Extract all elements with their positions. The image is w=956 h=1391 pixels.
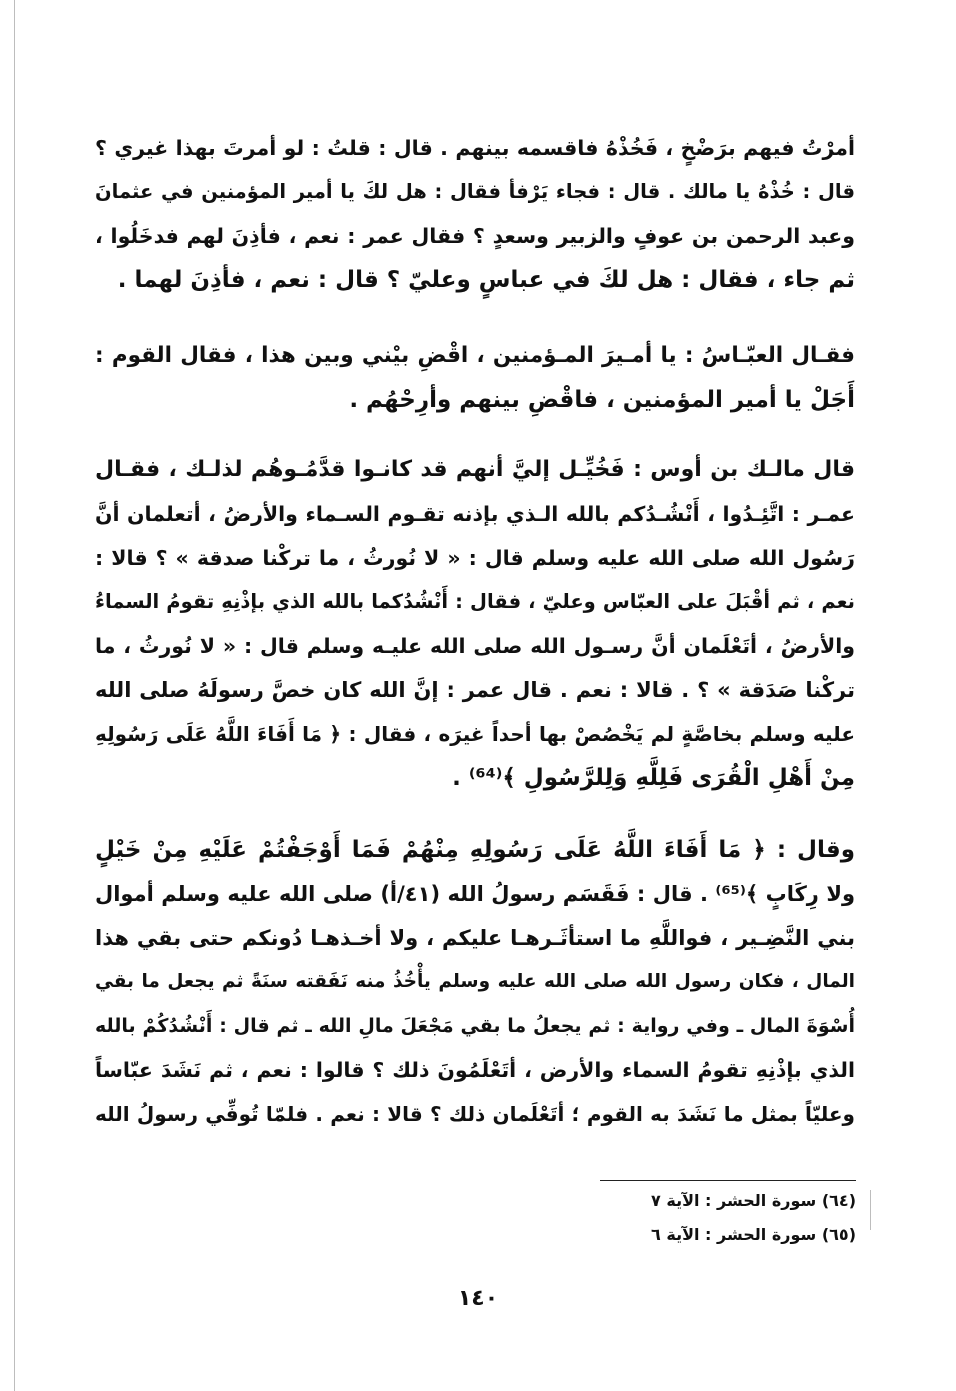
text-line: نعم ، ثم أقْبَلَ على العبّاس وعليّ ، فقال : أَنْشُدُكما بالله الذي بإذْنِهِ تقومُ السماءُ — [95, 590, 855, 613]
text-line: قال مالـك بن أوس : فَخُيِّـل إليَّ أنهم قد كانـوا قدَّمُـوهُم لذلـك ، فقـال — [95, 457, 855, 482]
text-line: الذي بإذْنِهِ تقومُ السماء والأرض ، أتَعْلَمُونَ ذلك ؟ قالوا : نعم ، ثم نَشَدَ عبّاساً — [95, 1058, 855, 1082]
text-line: وعليّاً بمثل ما نَشَدَ به القوم ؛ أتَعْلَمان ذلك ؟ قالا : نعم . فلمّا تُوفِّي رسولُ الله — [95, 1102, 855, 1126]
text-line: وعبد الرحمن بن عوفٍ والزبير وسعدٍ ؟ فقال عمر : نعم ، فأذِنَ لهم فدخَلُوا ، — [95, 224, 855, 248]
text-line: أُسْوَةَ المال ـ وفي رواية : ثم يجعلُ ما بقي مَجْعَلَ مالِ الله ـ ثم قال : أَنْشُدُكُمْ بالله — [95, 1015, 855, 1037]
text-line: رَسُول الله صلى الله عليه وسلم قال : « لا نُورثُ ، ما تركْنا صدقة » ؟ قالا : — [95, 546, 855, 570]
text-line: والأرضُ ، أتَعْلَمان أنَّ رسـول الله صلى الله عليـه وسلم قال : « لا نُورثُ ، ما — [95, 634, 855, 658]
text-line: فقـال العبّـاسُ : يا أمـيرَ المـؤمنين ، اقْضِ بيْني وبين هذا ، فقال القوم : — [95, 343, 855, 368]
text-line: بني النَّضِـير ، فواللَّهِ ما استأثَـرهـا عليكم ، ولا أخـذهـا دُونكم حتى بقي هذا — [95, 926, 855, 950]
text-line: المال ، فكان رسول الله صلى الله عليه وسلم يأْخُذُ منه نَفَقته سنَةً ثم يجعل ما بقي — [95, 971, 855, 992]
text-line: تركْنا صَدَقة » ؟ . قالا : نعم . قال عمر : إنَّ الله كان خصَّ رسولَهُ صلى الله — [95, 678, 855, 702]
paragraph-4 — [95, 828, 855, 1136]
text-line: عليه وسلم بخاصَّةٍ لم يَخْصُصْ بها أحداً غيرَه ، فقال : ﴿ مَا أَفَاءَ اللَّهُ عَلَى رَسُولِهِ — [95, 722, 855, 746]
text-line: أمرْتُ فيهم برَضْخٍ ، فَخُذْهُ فاقسمه بينهم . قال : قلتُ : لو أمرتَ بهذا غيري ؟ — [95, 136, 855, 160]
text-line: ولا رِكَابٍ ﴾⁽⁶⁵⁾ . قال : فَقَسَم رسولُ الله (٤١/أ) صلى الله عليه وسلم أموال — [95, 882, 855, 906]
text-line: قال : خُذْهُ يا مالك . قال : فجاء يَرْفأ فقال : هل لكَ يا أمير المؤمنين في عثمانَ — [95, 180, 855, 203]
text-line: وقال : ﴿ مَا أَفَاءَ اللَّهُ عَلَى رَسُولِهِ مِنْهُمْ فَمَا أَوْجَفْتُمْ عَلَيْهِ مِنْ خَيْلٍ — [95, 837, 855, 863]
text-line: عمـر : اتَّئِـدُوا ، أَنْشُـدُكم بالله الـذي بإذنه تقـوم السـماء والأرضُ ، أتعلمان أنَّ — [95, 502, 855, 526]
paragraph-2 — [95, 334, 855, 422]
text-line: أَجَلْ يا أمير المؤمنين ، فاقْضِ بينهم وأرِحْهُم . — [349, 387, 855, 413]
page-number: ١٤٠ — [457, 1286, 499, 1311]
text-line: مِنْ أَهْلِ الْقُرَى فَلِلَّهِ وَلِلرَّسُولِ ﴾⁽⁶⁴⁾ . — [452, 765, 855, 791]
footnote-65: (٦٥) سورة الحشر : الآية ٦ — [651, 1225, 856, 1244]
paragraph-3 — [95, 448, 855, 800]
paragraph-1 — [95, 126, 855, 302]
scan-edge-mark — [870, 1190, 871, 1230]
footnotes — [560, 1184, 856, 1252]
footnote-divider — [600, 1180, 856, 1181]
text-line: ثم جاء ، فقال : هل لكَ في عباسٍ وعليّ ؟ قال : نعم ، فأذِنَ لهما . — [117, 267, 855, 293]
footnote-64: (٦٤) سورة الحشر : الآية ٧ — [651, 1191, 856, 1210]
scan-edge-mark — [14, 0, 15, 1391]
